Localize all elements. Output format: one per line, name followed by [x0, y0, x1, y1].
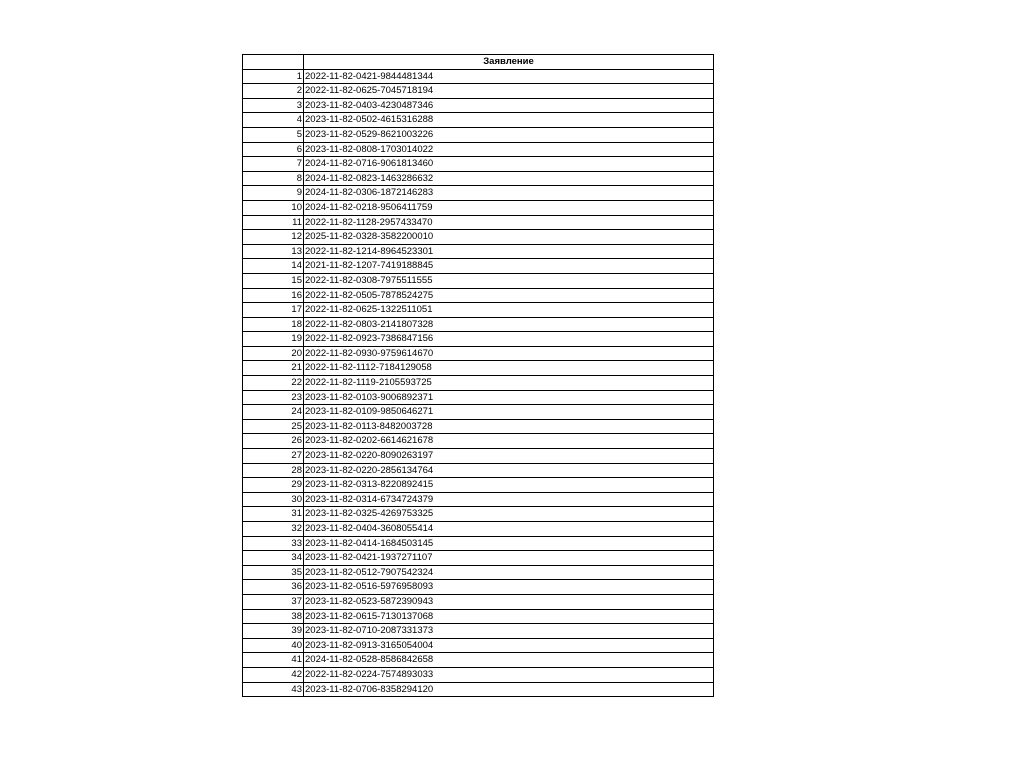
row-number-cell: 4 [243, 113, 304, 128]
statement-number-cell: 2023-11-82-0404-3608055414 [304, 522, 714, 537]
row-number-cell: 41 [243, 653, 304, 668]
table-row [243, 98, 714, 113]
statement-number-cell: 2023-11-82-0710-2087331373 [304, 624, 714, 639]
statement-number-cell: 2023-11-82-0109-9850646271 [304, 405, 714, 420]
row-number-cell: 20 [243, 346, 304, 361]
statement-number-cell: 2022-11-82-0224-7574893033 [304, 667, 714, 682]
statement-number-cell: 2023-11-82-0314-6734724379 [304, 492, 714, 507]
table-row [243, 609, 714, 624]
row-number-cell: 16 [243, 288, 304, 303]
row-number-cell: 12 [243, 230, 304, 245]
statement-number-cell: 2022-11-82-0803-2141807328 [304, 317, 714, 332]
statements-table [242, 54, 714, 697]
table-row [243, 638, 714, 653]
row-number-cell: 39 [243, 624, 304, 639]
statement-number-cell: 2025-11-82-0328-3582200010 [304, 230, 714, 245]
table-row [243, 522, 714, 537]
table-row [243, 653, 714, 668]
row-number-cell: 7 [243, 157, 304, 172]
table-row [243, 332, 714, 347]
table-row [243, 244, 714, 259]
statement-number-cell: 2022-11-82-0625-7045718194 [304, 84, 714, 99]
row-number-cell: 32 [243, 522, 304, 537]
row-number-cell: 40 [243, 638, 304, 653]
statement-number-cell: 2022-11-82-1112-7184129058 [304, 361, 714, 376]
table-row [243, 361, 714, 376]
statement-number-cell: 2022-11-82-0421-9844481344 [304, 69, 714, 84]
row-number-cell: 31 [243, 507, 304, 522]
row-number-cell: 17 [243, 303, 304, 318]
row-number-cell: 38 [243, 609, 304, 624]
table-row [243, 346, 714, 361]
row-number-cell: 19 [243, 332, 304, 347]
row-number-cell: 24 [243, 405, 304, 420]
statement-number-cell: 2022-11-82-1119-2105593725 [304, 376, 714, 391]
table-row [243, 157, 714, 172]
row-number-cell: 42 [243, 667, 304, 682]
statement-number-cell: 2023-11-82-0706-8358294120 [304, 682, 714, 697]
table-row [243, 492, 714, 507]
row-number-cell: 11 [243, 215, 304, 230]
table-row [243, 215, 714, 230]
row-number-cell: 28 [243, 463, 304, 478]
table-row [243, 390, 714, 405]
table-row [243, 419, 714, 434]
table-row [243, 259, 714, 274]
row-number-cell: 33 [243, 536, 304, 551]
statement-number-cell: 2022-11-82-1214-8964523301 [304, 244, 714, 259]
table-row [243, 288, 714, 303]
statement-number-cell: 2023-11-82-0516-5976958093 [304, 580, 714, 595]
row-number-cell: 10 [243, 200, 304, 215]
statement-number-cell: 2022-11-82-1128-2957433470 [304, 215, 714, 230]
statement-number-cell: 2023-11-82-0502-4615316288 [304, 113, 714, 128]
statement-number-cell: 2023-11-82-0113-8482003728 [304, 419, 714, 434]
statement-number-cell: 2022-11-82-0308-7975511555 [304, 273, 714, 288]
table-row [243, 317, 714, 332]
row-number-cell: 37 [243, 594, 304, 609]
row-number-cell: 26 [243, 434, 304, 449]
statement-number-cell: 2023-11-82-0808-1703014022 [304, 142, 714, 157]
row-number-cell: 14 [243, 259, 304, 274]
row-number-cell: 36 [243, 580, 304, 595]
statement-number-cell: 2023-11-82-0529-8621003226 [304, 127, 714, 142]
document-page [242, 54, 714, 697]
table-row [243, 507, 714, 522]
table-row [243, 127, 714, 142]
row-number-cell: 34 [243, 551, 304, 566]
statement-number-cell: 2024-11-82-0306-1872146283 [304, 186, 714, 201]
row-number-cell: 13 [243, 244, 304, 259]
table-row [243, 405, 714, 420]
statement-number-cell: 2022-11-82-0930-9759614670 [304, 346, 714, 361]
table-row [243, 69, 714, 84]
table-row [243, 142, 714, 157]
table-row [243, 303, 714, 318]
statement-number-cell: 2023-11-82-0313-8220892415 [304, 478, 714, 493]
table-row [243, 113, 714, 128]
row-number-cell: 21 [243, 361, 304, 376]
statement-number-cell: 2024-11-82-0823-1463286632 [304, 171, 714, 186]
table-row [243, 230, 714, 245]
row-number-cell: 15 [243, 273, 304, 288]
row-number-cell: 1 [243, 69, 304, 84]
row-number-cell: 6 [243, 142, 304, 157]
statement-number-cell: 2024-11-82-0716-9061813460 [304, 157, 714, 172]
row-number-cell: 35 [243, 565, 304, 580]
table-row [243, 200, 714, 215]
table-row [243, 580, 714, 595]
statement-number-cell: 2023-11-82-0103-9006892371 [304, 390, 714, 405]
table-row [243, 186, 714, 201]
row-number-cell: 22 [243, 376, 304, 391]
row-number-cell: 9 [243, 186, 304, 201]
table-row [243, 463, 714, 478]
row-number-cell: 27 [243, 449, 304, 464]
table-row [243, 536, 714, 551]
statement-number-cell: 2024-11-82-0218-9506411759 [304, 200, 714, 215]
statement-number-cell: 2023-11-82-0414-1684503145 [304, 536, 714, 551]
row-number-header [243, 55, 304, 70]
table-row [243, 624, 714, 639]
statement-number-cell: 2022-11-82-0625-1322511051 [304, 303, 714, 318]
table-row [243, 434, 714, 449]
statement-number-cell: 2023-11-82-0220-2856134764 [304, 463, 714, 478]
table-row [243, 171, 714, 186]
statement-number-cell: 2024-11-82-0528-8586842658 [304, 653, 714, 668]
table-row [243, 682, 714, 697]
table-row [243, 551, 714, 566]
statement-number-cell: 2022-11-82-0923-7386847156 [304, 332, 714, 347]
statement-number-cell: 2022-11-82-0505-7878524275 [304, 288, 714, 303]
table-row [243, 667, 714, 682]
row-number-cell: 23 [243, 390, 304, 405]
table-row [243, 84, 714, 99]
row-number-cell: 30 [243, 492, 304, 507]
statement-number-cell: 2023-11-82-0220-8090263197 [304, 449, 714, 464]
row-number-cell: 2 [243, 84, 304, 99]
table-row [243, 594, 714, 609]
statement-number-cell: 2023-11-82-0421-1937271107 [304, 551, 714, 566]
statement-number-cell: 2023-11-82-0523-5872390943 [304, 594, 714, 609]
table-row [243, 273, 714, 288]
row-number-cell: 18 [243, 317, 304, 332]
table-row [243, 376, 714, 391]
row-number-cell: 43 [243, 682, 304, 697]
statement-number-cell: 2023-11-82-0913-3165054004 [304, 638, 714, 653]
statement-number-cell: 2023-11-82-0325-4269753325 [304, 507, 714, 522]
statement-number-cell: 2023-11-82-0512-7907542324 [304, 565, 714, 580]
table-body [243, 69, 714, 697]
statement-column-header: Заявление [304, 55, 714, 70]
statement-number-cell: 2023-11-82-0615-7130137068 [304, 609, 714, 624]
row-number-cell: 8 [243, 171, 304, 186]
row-number-cell: 3 [243, 98, 304, 113]
table-row [243, 449, 714, 464]
table-row [243, 478, 714, 493]
row-number-cell: 5 [243, 127, 304, 142]
row-number-cell: 25 [243, 419, 304, 434]
table-row [243, 565, 714, 580]
statement-number-cell: 2023-11-82-0403-4230487346 [304, 98, 714, 113]
row-number-cell: 29 [243, 478, 304, 493]
statement-number-cell: 2021-11-82-1207-7419188845 [304, 259, 714, 274]
table-header-row [243, 55, 714, 70]
statement-number-cell: 2023-11-82-0202-6614621678 [304, 434, 714, 449]
